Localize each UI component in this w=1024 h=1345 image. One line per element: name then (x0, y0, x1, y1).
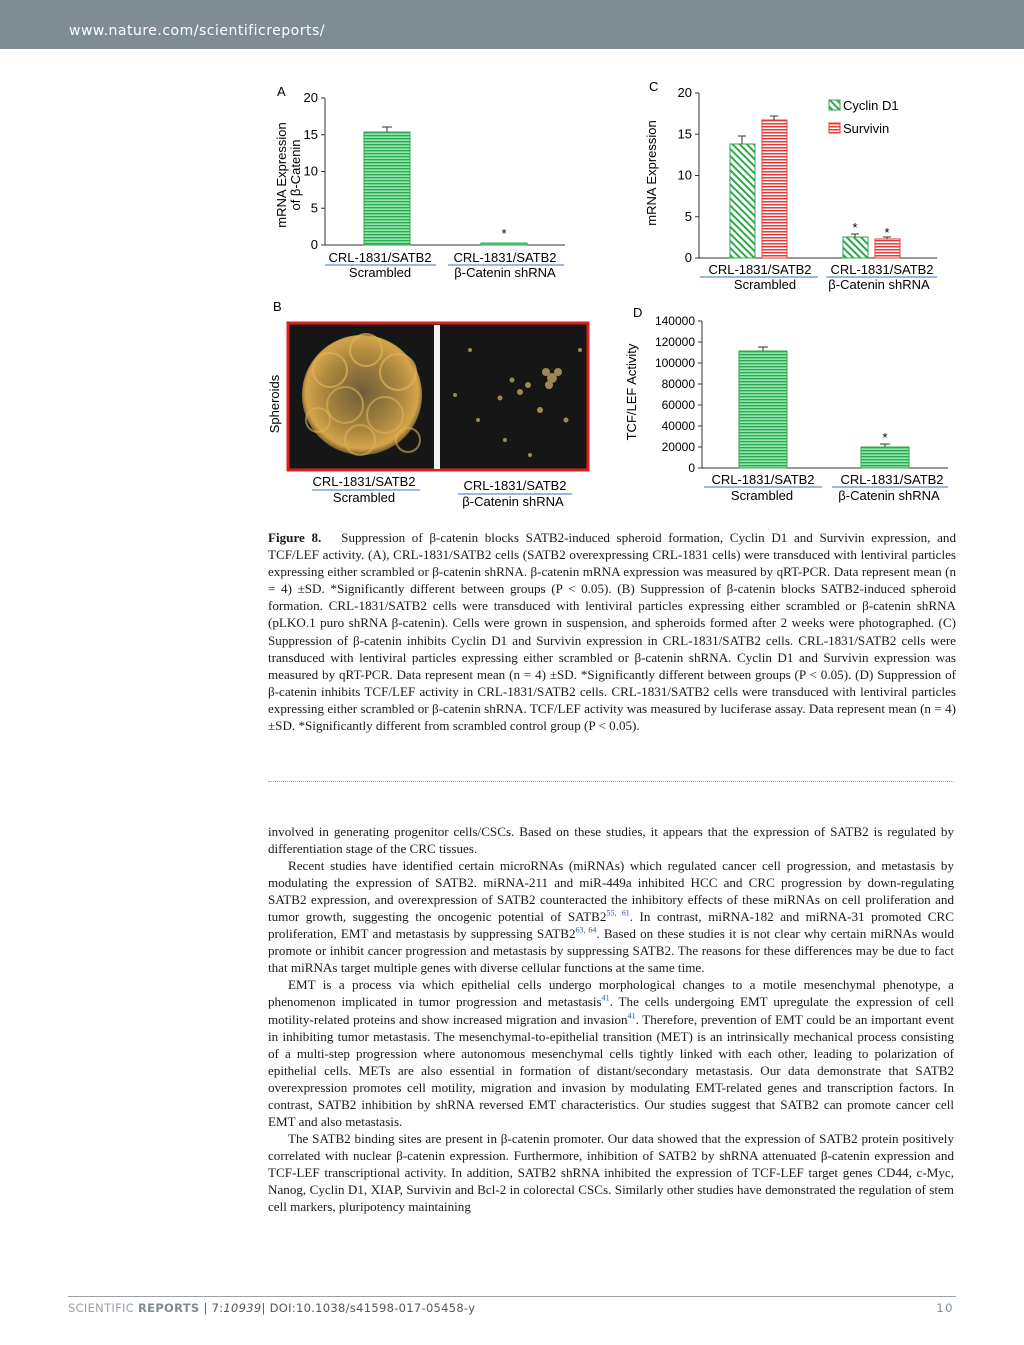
figure-caption (268, 529, 956, 734)
caption-divider (268, 781, 954, 782)
citation-link[interactable]: 55, 61 (606, 908, 630, 918)
figure-label: Figure 8. (268, 530, 322, 545)
y-tick-label: 60000 (661, 398, 695, 412)
svg-text:of β-Catenin: of β-Catenin (288, 139, 303, 211)
y-tick-label: 0 (684, 250, 692, 265)
bar-c-cyclin-scrambled (730, 144, 755, 258)
bar-c-survivin-shrna (875, 239, 900, 258)
legend-survivin: Survivin (843, 121, 890, 136)
panel-c-cat1-l2: Scrambled (733, 277, 797, 292)
panel-b-ylabel: Spheroids (267, 374, 282, 434)
y-tick-label: 20 (303, 90, 318, 105)
site-url[interactable]: www.nature.com/scientificreports/ (69, 23, 325, 39)
legend-cyclin-d1: Cyclin D1 (843, 98, 899, 113)
y-tick-label: 10 (303, 163, 318, 179)
legend-swatch-survivin (829, 123, 840, 133)
bar-c-cyclin-shrna (843, 237, 868, 258)
panel-c-cat1-l1: CRL-1831/SATB2 (708, 262, 812, 277)
panel-d-yticks (655, 314, 702, 475)
panel-d-cat1-l2: Scrambled (730, 488, 794, 503)
y-tick-label: 20 (677, 85, 692, 100)
y-tick-label: 20000 (661, 440, 695, 454)
sig-star-a: * (501, 226, 507, 241)
panel-b-letter: B (273, 299, 282, 314)
bar-c-survivin-scrambled (762, 120, 787, 258)
panel-a-ylabel (274, 122, 303, 227)
footer-divider (68, 1296, 956, 1297)
bar-d-scrambled (739, 351, 787, 468)
bar-d-shrna (861, 447, 909, 468)
y-tick-label: 100000 (654, 356, 695, 370)
journal-name-1: SCIENTIFIC (68, 1301, 135, 1315)
y-tick-label: 0 (688, 461, 695, 475)
legend-swatch-cyclin (829, 100, 840, 110)
y-tick-label: 80000 (661, 377, 695, 391)
paragraph-3: EMT is a process via which epithelial cells undergo morphological changes to a motile mesenchymal phenotype, a phenomenon implicated in tumor progression and metastasis$^{41}$. The cells undergoing EMT upregulate the expression of cell motility-related proteins and show increased migration and invasion$^{41}$. Therefore, prevention of EMT could be an important event in inhibiting tumor metastasis. The mesenchymal-to-epithelial transition (MET) is an intrinsically mechanical process consisting of a multi-step progression where autonomous mesenchymal cells tightly linked with each other, leading to polarization of epithelial cells. METs are also essential in formation of distant/secondary metastasis. Our data demonstrate that SATB2 overexpression promotes cell motility, migration and invasion by modulating EMT-related genes and transcription factors. In contrast, SATB2 inhibition by shRNA reversed EMT characteristics. Our studies suggest that SATB2 can promote cancer cell EMT and also metastasis. (268, 977, 954, 1129)
panel-d (624, 305, 948, 503)
panel-b-cat2-l1: CRL-1831/SATB2 (463, 478, 567, 493)
doi[interactable]: | DOI:10.1038/s41598-017-05458-y (261, 1301, 476, 1315)
panel-a-cat1-l2: Scrambled (348, 265, 412, 280)
y-tick-label: 40000 (661, 419, 695, 433)
panel-d-cat1-l1: CRL-1831/SATB2 (711, 472, 815, 487)
panel-a-cat2-l2: β-Catenin shRNA (454, 265, 556, 280)
panel-c-ylabel: mRNA Expression (644, 120, 659, 226)
y-tick-label: 140000 (654, 314, 695, 328)
bar-a-scrambled (364, 132, 410, 245)
panel-d-letter: D (633, 305, 643, 320)
panel-b-cat2-l2: β-Catenin shRNA (462, 494, 564, 509)
figure-caption-text: Suppression of β-catenin blocks SATB2-induced spheroid formation, Cyclin D1 and Survivin expression, and TCF/LEF activity. (A), CRL-1831/SATB2 cells (SATB2 overexpressing CRL-1831 cells) were transduced with lentiviral particles expressing either scrambled or β-catenin shRNA. β-catenin mRNA expression was measured by qRT-PCR. Data represent mean (n = 4) ±SD. *Significantly different between groups (P < 0.05). (B) Suppression of β-catenin blocks SATB2-induced spheroid formation. CRL-1831/SATB2 cells were transduced with lentiviral particles expressing either scrambled or β-catenin shRNA (pLKO.1 puro shRNA β-catenin). Cells were grown in suspension, and spheroids formed after 2 weeks were photographed. (C) Suppression of β-catenin inhibits Cyclin D1 and Survivin expression in CRL-1831/SATB2 cells. CRL-1831/SATB2 cells were transduced with lentiviral particles expressing either scrambled or β-catenin shRNA. Cyclin D1 and Survivin expression was measured by qRT-PCR. Data represent mean (n = 4) ±SD. *Significantly different between groups (P < 0.05). (D) Suppression of β-catenin inhibits TCF/LEF activity in CRL-1831/SATB2 cells. CRL-1831/SATB2 cells were transduced with lentiviral particles expressing either scrambled or β-catenin shRNA. TCF/LEF activity was measured by luciferase assay. Data represent mean (n = 4) ±SD. *Significantly different from scrambled control group (P < 0.05). (268, 530, 956, 734)
panel-c-cat2-l2: β-Catenin shRNA (828, 277, 930, 292)
page-number: 10 (936, 1301, 954, 1315)
panel-a-yticks (304, 90, 325, 252)
journal-name-2: REPORTS (138, 1301, 200, 1315)
y-tick-label: 10 (677, 167, 692, 183)
bar-a-shrna (481, 243, 527, 245)
y-tick-label: 15 (677, 126, 692, 142)
y-tick-label: 120000 (654, 335, 695, 349)
paragraph-2: Recent studies have identified certain microRNAs (miRNAs) which regulated cancer cell progression, and metastasis by modulating the expression of SATB2. miRNA-211 and miR-449a inhibited HCC and CRC progression by down-regulating SATB2 expression, and overexpression of SATB2 counteracted the inhibitory effects of these miRNAs on cell proliferation and tumor growth, suggesting the oncogenic potential of SATB2$^{55, 61}$. In contrast, miRNA-182 and miRNA-31 promoted CRC proliferation, EMT and metastasis by suppressing SATB2$^{63, 64}$. Based on these studies it is not clear why certain miRNAs would promote or inhibit cancer progression and metastasis by suppressing SATB2. The reasons for these differences may be due to fact that miRNAs target multiple genes with diverse cellular functions at the same time. (268, 858, 955, 976)
panel-a-letter: A (277, 84, 286, 99)
footer-citation: SCIENTIFIC REPORTS | 7:10939| DOI:10.1038/s41598-017-05458-y (68, 1301, 476, 1315)
paragraph-1: involved in generating progenitor cells/CSCs. Based on these studies, it appears that the expression of SATB2 is regulated by differentiation stage of the CRC tissues. (268, 824, 954, 857)
article-body (268, 823, 954, 1215)
panel-a-cat2-l1: CRL-1831/SATB2 (453, 250, 557, 265)
panel-a-cat1-l1: CRL-1831/SATB2 (328, 250, 432, 265)
panel-c-letter: C (649, 79, 659, 94)
svg-text:mRNA Expression: mRNA Expression (274, 122, 289, 228)
panel-b-cat1-l1: CRL-1831/SATB2 (312, 474, 416, 489)
panel-d-cat2-l1: CRL-1831/SATB2 (840, 472, 944, 487)
y-tick-label: 5 (684, 208, 692, 224)
citation-link[interactable]: 41 (601, 994, 610, 1004)
panel-b-cat1-l2: Scrambled (332, 490, 396, 505)
y-tick-label: 5 (310, 200, 318, 216)
sig-star-d: * (882, 430, 888, 445)
panel-b (267, 299, 588, 509)
panel-c-cat2-l1: CRL-1831/SATB2 (830, 262, 934, 277)
image-divider (434, 325, 440, 469)
panel-c (644, 79, 937, 292)
citation-link[interactable]: 41 (627, 1011, 636, 1021)
panel-d-cat2-l2: β-Catenin shRNA (838, 488, 940, 503)
sig-star-c1: * (852, 220, 858, 235)
panel-c-yticks (678, 85, 699, 265)
citation-link[interactable]: 63, 64 (575, 925, 597, 935)
figure-8 (0, 0, 1024, 520)
panel-d-ylabel: TCF/LEF Activity (624, 343, 639, 441)
y-tick-label: 0 (310, 237, 318, 252)
y-tick-label: 15 (303, 126, 318, 142)
panel-a (274, 84, 565, 280)
sig-star-c2: * (884, 225, 890, 240)
paragraph-4: The SATB2 binding sites are present in β-catenin promoter. Our data showed that the expression of SATB2 protein positively correlated with nuclear β-catenin expression. Furthermore, inhibition of SATB2 by shRNA attenuated β-catenin expression and TCF-LEF transcriptional activity. In addition, SATB2 shRNA inhibited the expression of TCF-LEF target genes CD44, c-Myc, Nanog, Cyclin D1, XIAP, Survivin and Bcl-2 in colorectal CSCs. Similarly other studies have demonstrated the regulation of stem cell markers, pluripotency maintaining (268, 1130, 954, 1215)
